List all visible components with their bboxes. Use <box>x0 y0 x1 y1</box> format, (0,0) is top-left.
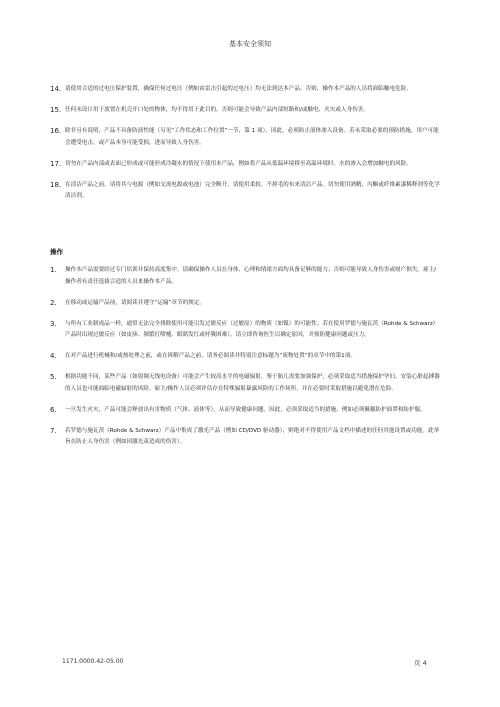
list-item <box>50 319 440 342</box>
item-text: 根据功能不同，某些产品（如射频无线电设备）可能会产生较高水平的电磁辐射。鉴于胎儿需要加强保护，必须采取适当措施保护孕妇。安装心脏起搏器的人员也可能面临电磁辐射的风险。雇主/操作人员必须评估存在特殊辐射暴露风险的工作场所，并在必要时采取措施以避免潜在危险。 <box>65 374 440 392</box>
item-number: 16. <box>50 127 62 135</box>
list-item <box>50 180 440 203</box>
section-heading-operation: 操作 <box>50 248 63 256</box>
item-text: 请使用合适的过电压保护装置，确保任何过电压（例如由雷击引起的过电压）均无法到达本产品。否则，操作本产品的人员将面临触电危险。 <box>65 86 412 92</box>
item-text: 任何未设计用于放置在机壳开口处的物体，均不得用于此目的。否则可能会导致产品内部短路和/或触电、火灾或人身伤害。 <box>65 107 369 113</box>
item-text: 切勿在产品内部或表面已形成或可能形成冷凝水的情况下使用本产品，例如将产品从低温环境移至高温环境时。水的渗入会增加触电的风险。 <box>65 160 412 167</box>
item-number: 3. <box>50 319 57 328</box>
list-item <box>50 84 440 96</box>
page-header-title: 基本安全须知 <box>229 40 271 48</box>
item-number: 2. <box>50 298 57 307</box>
item-text: 若罗德与施瓦茨（Rohde & Schwarz）产品中集成了激光产品（例如 CD/DVD 驱动器），则绝对不得使用产品文档中描述的任何其他设置或功能。此举旨在防止人身伤害（例如因激光束造成的伤害）。 <box>65 427 440 445</box>
item-text: 在移动或运输产品前，请阅读并遵守“运输”章节的规定。 <box>65 299 206 306</box>
item-number: 14. <box>50 85 62 93</box>
list-item <box>50 405 440 417</box>
item-number: 6. <box>50 405 57 414</box>
document-number: 1171.0000.42-05.00 <box>62 658 124 665</box>
list-item <box>50 126 440 149</box>
list-item <box>50 426 440 449</box>
item-text: 在清洁产品之前，请将其与电源（例如交流电源或电池）完全断开。请使用柔软、不掉毛的布来清洁产品。切勿使用酒精、丙酮或纤维素漆稀释剂等化学清洁剂。 <box>65 181 440 199</box>
general-safety-list <box>50 84 440 212</box>
list-item <box>50 298 440 310</box>
item-number: 18. <box>50 180 62 189</box>
list-item <box>50 105 440 117</box>
item-number: 17. <box>50 159 62 168</box>
operation-list <box>50 265 440 458</box>
list-item <box>50 372 440 395</box>
item-text: 一旦发生火灾，产品可能会释放出有害物质（气体、液体等），从而导致健康问题。因此，必须采取适当的措施，例如必须佩戴防护面罩和防护服。 <box>65 406 426 413</box>
item-text: 操作本产品需要经过专门培训并保持高度集中。请确保操作人员在身体、心理和情绪方面均具备足够的能力；否则可能导致人身伤害或财产损失。雇主/操作者有责任选拔合适的人员来操作本产品。 <box>65 267 437 285</box>
page-number: 页 4 <box>414 659 427 667</box>
list-item <box>50 265 440 288</box>
item-text: 在对产品进行机械和/或热处理之前，或在拆解产品之前，请务必阅读并特别注意标题为“废物处置”的章节中的第1项。 <box>65 353 356 359</box>
item-number: 7. <box>50 426 57 435</box>
item-text: 与所有工业制成品一样，通常无法完全排除使用可能引发过敏反应（过敏原）的物质（如镍）的可能性。若在使用罗德与施瓦茨（Rohde & Schwarz）产品时出现过敏反应（如皮疹、频繁打喷嚏、眼睛发红或呼吸困难），请立即咨询医生以确定原因，并预防健康问题或压力。 <box>65 320 439 338</box>
list-item <box>50 159 440 171</box>
item-number: 4. <box>50 352 57 360</box>
list-item <box>50 351 440 363</box>
item-number: 15. <box>50 106 62 114</box>
item-number: 1. <box>50 266 57 274</box>
item-number: 5. <box>50 373 57 381</box>
item-text: 除非另有说明，产品不具备防液性能（另见“工作状态和工作位置”一节，第 1 项）。因此，必须防止液体渗入设备。若未采取必要的预防措施，用户可能会遭受电击，或产品本身可能受损，进而导致人身伤害。 <box>65 128 439 146</box>
